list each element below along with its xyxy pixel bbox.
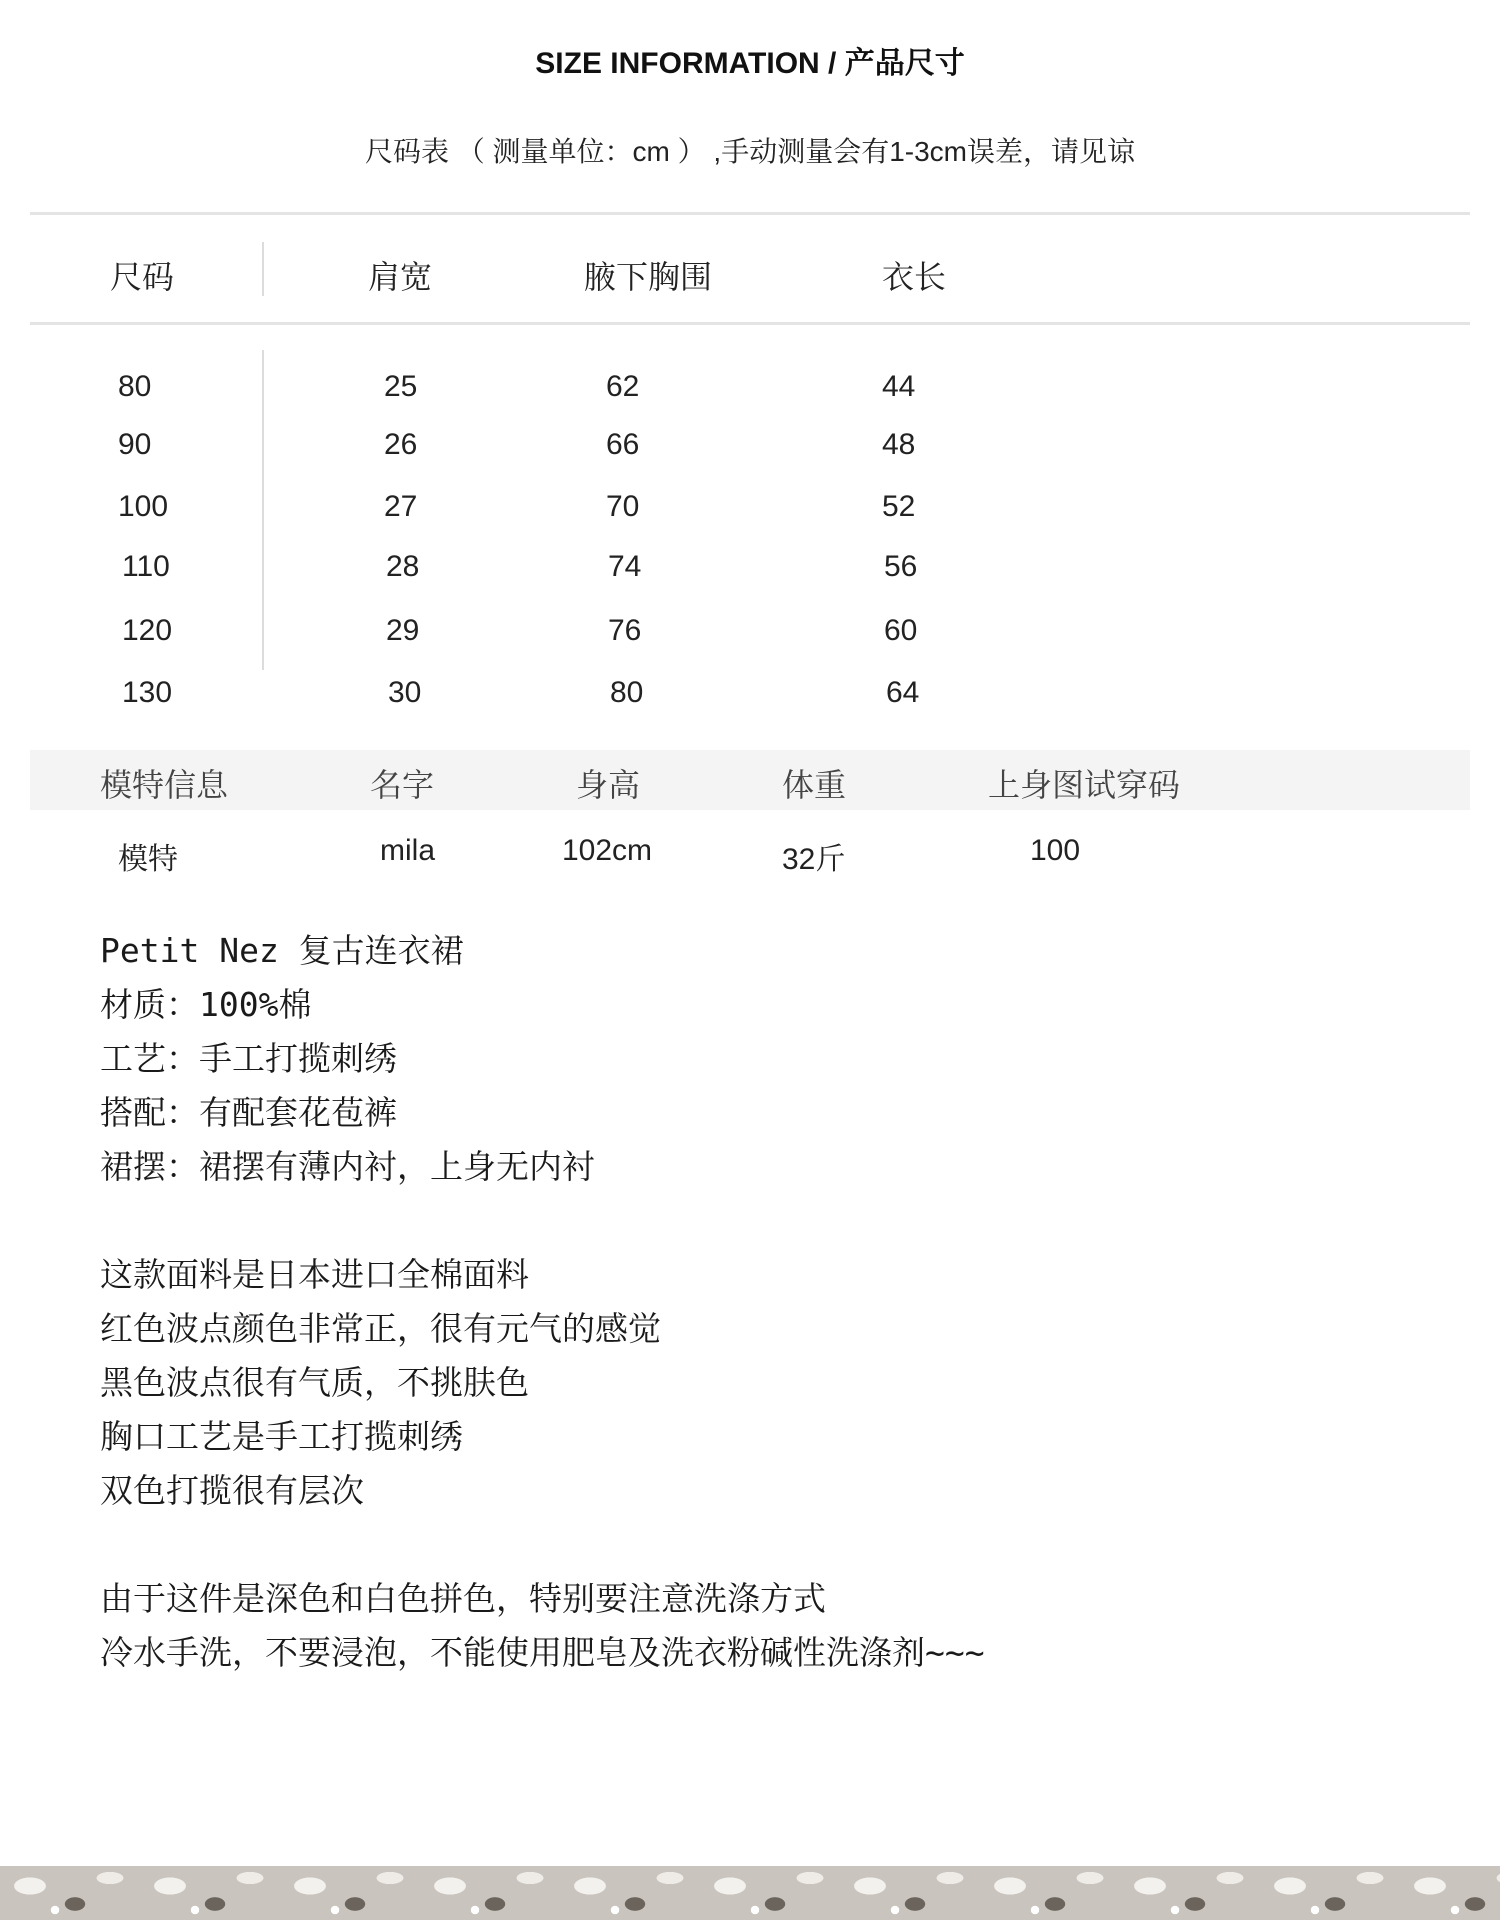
shoulder-cell: 26 <box>384 428 418 461</box>
chest-cell: 80 <box>610 676 644 709</box>
model-tried-size: 100 <box>1030 834 1081 867</box>
model-header-band <box>30 750 1470 810</box>
length-cell: 56 <box>884 550 918 583</box>
size-cell: 100 <box>118 490 169 523</box>
model-header-info: 模特信息 <box>100 767 229 803</box>
model-height: 102cm <box>562 834 653 867</box>
header-chest: 腋下胸围 <box>584 259 713 295</box>
shoulder-cell: 28 <box>386 550 420 583</box>
model-name: mila <box>380 834 436 867</box>
size-cell: 80 <box>118 370 152 403</box>
size-cell: 110 <box>122 550 170 583</box>
chest-cell: 66 <box>606 428 640 461</box>
model-label: 模特 <box>118 843 178 876</box>
body-column-divider <box>262 350 264 670</box>
model-weight: 32斤 <box>782 843 846 876</box>
shoulder-cell: 27 <box>384 490 418 523</box>
hem-line: 裙摆：裙摆有薄内衬，上身无内衬 <box>100 1147 595 1186</box>
length-cell: 52 <box>882 490 916 523</box>
length-cell: 48 <box>882 428 916 461</box>
header-size: 尺码 <box>110 259 175 295</box>
craft-line: 工艺：手工打揽刺绣 <box>100 1039 397 1078</box>
feature-line: 这款面料是日本进口全棉面料 <box>100 1255 529 1294</box>
chest-cell: 70 <box>606 490 640 523</box>
model-header-height: 身高 <box>576 767 641 803</box>
feature-line: 双色打揽很有层次 <box>100 1471 364 1510</box>
measurement-note: 尺码表 （ 测量单位：cm ） ,手动测量会有1-3cm误差，请见谅 <box>364 136 1136 167</box>
feature-line: 胸口工艺是手工打揽刺绣 <box>100 1417 463 1456</box>
length-cell: 60 <box>884 614 918 647</box>
size-cell: 130 <box>122 676 173 709</box>
size-cell: 120 <box>122 614 173 647</box>
care-line: 冷水手洗，不要浸泡，不能使用肥皂及洗衣粉碱性洗涤剂~~~ <box>100 1633 985 1672</box>
table-top-divider <box>30 212 1470 215</box>
product-name: Petit Nez 复古连衣裙 <box>100 931 464 970</box>
chest-cell: 76 <box>608 614 642 647</box>
care-line: 由于这件是深色和白色拼色，特别要注意洗涤方式 <box>100 1579 826 1618</box>
model-header-name: 名字 <box>370 767 435 803</box>
length-cell: 44 <box>882 370 916 403</box>
material-line: 材质：100%棉 <box>100 985 312 1024</box>
model-header-tried-size: 上身图试穿码 <box>988 767 1181 803</box>
header-column-divider <box>262 242 264 296</box>
length-cell: 64 <box>886 676 920 709</box>
product-description <box>100 924 985 1680</box>
page-title: SIZE INFORMATION / 产品尺寸 <box>535 47 965 80</box>
chest-cell: 74 <box>608 550 642 583</box>
feature-line: 红色波点颜色非常正，很有元气的感觉 <box>100 1309 661 1348</box>
lace-photo-strip <box>0 1866 1500 1920</box>
shoulder-cell: 30 <box>388 676 422 709</box>
chest-cell: 62 <box>606 370 640 403</box>
shoulder-cell: 29 <box>386 614 420 647</box>
header-length: 衣长 <box>882 259 947 295</box>
matching-line: 搭配：有配套花苞裤 <box>100 1093 397 1132</box>
header-bottom-divider <box>30 322 1470 325</box>
size-cell: 90 <box>118 428 152 461</box>
shoulder-cell: 25 <box>384 370 418 403</box>
model-header-weight: 体重 <box>782 767 847 803</box>
feature-line: 黑色波点很有气质，不挑肤色 <box>100 1363 529 1402</box>
header-shoulder: 肩宽 <box>368 259 433 295</box>
